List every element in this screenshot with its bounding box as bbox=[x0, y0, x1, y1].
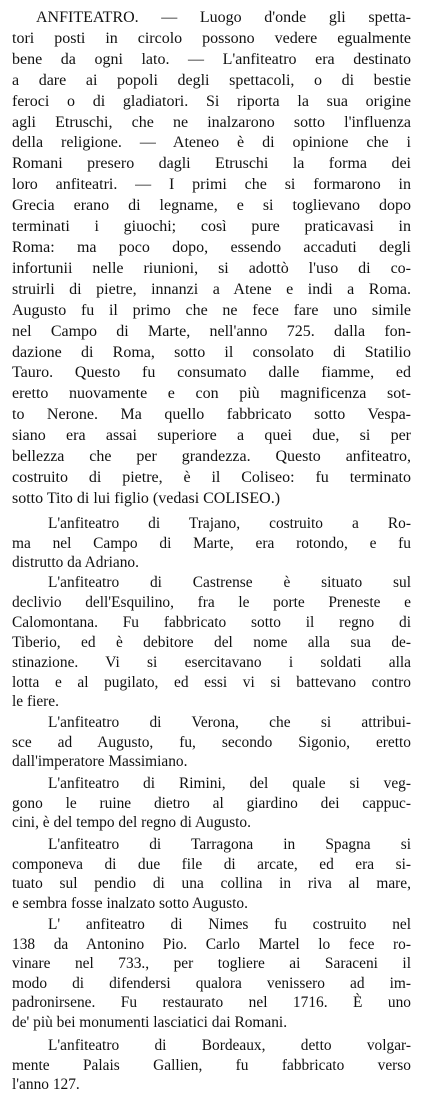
text-line: siano era assai superiore a quei due, si per bbox=[12, 427, 411, 445]
text-line: cini, è del tempo del regno di Augusto. bbox=[12, 814, 251, 832]
paragraph-tarragona bbox=[12, 835, 411, 913]
text-line: Tiberio, ed è debitore del nome alla sua de- bbox=[12, 633, 411, 651]
text-line: tuato sul pendio di una collina in riva al mare, bbox=[12, 875, 411, 893]
text-line: modo di difendersi qualora venissero ad im- bbox=[12, 974, 411, 992]
text-line: nel Campo di Marte, nell'anno 725. dalla fon- bbox=[12, 322, 411, 340]
text-line: vinare nel 733., per togliere ai Saraceni il bbox=[12, 955, 411, 973]
text-line: sce ad Augusto, fu, secondo Sigonio, eretto bbox=[12, 733, 411, 751]
paragraph-rimini bbox=[12, 774, 411, 833]
text-line: stinazione. Vi si esercitavano i soldati alla bbox=[12, 653, 411, 671]
text-line: L'anfiteatro di Bordeaux, detto volgar- bbox=[48, 1037, 411, 1054]
text-line: tori posti in circolo possono vedere egualmente bbox=[12, 29, 411, 47]
paragraph-definition bbox=[12, 8, 411, 510]
text-line: lotta e al pugilato, ed essi vi si battevano contro bbox=[12, 673, 411, 691]
text-line: Augusto fu il primo che ne fece fare uno simile bbox=[12, 301, 411, 319]
text-line: Romani presero dagli Etruschi la forma dei bbox=[12, 155, 411, 173]
text-line: de' più bei monumenti lasciatici dai Romani. bbox=[12, 1013, 288, 1031]
text-line: Tauro. Questo fu consumato dalle fiamme, ed bbox=[12, 364, 411, 382]
text-line: sotto Tito di lui figlio (vedasi COLISEO.) bbox=[12, 489, 281, 507]
text-line: Grecia erano di legname, e si toglievano dopo bbox=[12, 197, 411, 215]
text-line: infortunii nelle riunioni, si adottò l'uso di co- bbox=[12, 259, 411, 277]
text-line: padronirsene. Fu restaurato nel 1716. È uno bbox=[12, 994, 411, 1012]
text-line: ma nel Campo di Marte, era rotondo, e fu bbox=[12, 534, 411, 552]
text-line: L'anfiteatro di Tarragona in Spagna si bbox=[48, 836, 411, 853]
text-line: ANFITEATRO. — Luogo d'onde gli spetta- bbox=[36, 9, 411, 26]
text-line: della religione. — Ateneo è di opinione che i bbox=[12, 134, 411, 152]
text-line: eretto nuovamente e con più magnificenza sot- bbox=[12, 385, 411, 403]
text-line: gono le ruine dietro al giardino dei cappuc- bbox=[12, 794, 411, 812]
text-line: e sembra fosse inalzato sotto Augusto. bbox=[12, 894, 248, 912]
text-line: L'anfiteatro di Castrense è situato sul bbox=[48, 574, 411, 591]
text-line: mente Palais Gallien, fu fabbricato verso bbox=[12, 1056, 411, 1074]
text-line: distrutto da Adriano. bbox=[12, 554, 139, 572]
text-line: l'anno 127. bbox=[12, 1076, 80, 1094]
text-line: costruito di pietre, è il Coliseo: fu terminato bbox=[12, 468, 411, 486]
text-line: a dare ai popoli degli spettacoli, o di bestie bbox=[12, 71, 411, 89]
text-line: L' anfiteatro di Nimes fu costruito nel bbox=[48, 916, 411, 933]
paragraph-bordeaux bbox=[12, 1036, 411, 1095]
paragraph-trajano bbox=[12, 514, 411, 573]
text-line: L'anfiteatro di Rimini, del quale si veg- bbox=[48, 775, 411, 792]
text-line: L'anfiteatro di Trajano, costruito a Ro- bbox=[48, 515, 411, 532]
text-line: bellezza che per grandezza. Questo anfiteatro, bbox=[12, 448, 411, 466]
text-line: componeva di due file di arcate, ed era si- bbox=[12, 855, 411, 873]
text-line: struirli di pietre, innanzi a Atene e indi a Roma. bbox=[12, 280, 411, 298]
paragraph-verona bbox=[12, 713, 411, 772]
paragraph-castrense bbox=[12, 573, 411, 712]
text-line: agli Etruschi, che ne inalzarono sotto l'influenza bbox=[12, 113, 411, 131]
text-line: to Nerone. Ma quello fabbricato sotto Vespa- bbox=[12, 406, 411, 424]
text-line: Calomontana. Fu fabbricato sotto il regno di bbox=[12, 613, 411, 631]
paragraph-nimes bbox=[12, 915, 411, 1033]
text-line: L'anfiteatro di Verona, che si attribui- bbox=[48, 714, 411, 731]
text-line: dazione di Roma, sotto il consolato di Statilio bbox=[12, 343, 411, 361]
text-line: terminati i giuochi; così pure praticavasi in bbox=[12, 218, 411, 236]
text-line: le fiere. bbox=[12, 693, 59, 711]
text-line: Roma: ma poco dopo, essendo accaduti degli bbox=[12, 238, 411, 256]
text-line: 138 da Antonino Pio. Carlo Martel lo fece ro- bbox=[12, 935, 411, 953]
text-line: dall'imperatore Massimiano. bbox=[12, 753, 188, 771]
text-line: declivio dell'Esquilino, fra le porte Preneste e bbox=[12, 593, 411, 611]
text-line: feroci o di gladiatori. Si riporta la sua origine bbox=[12, 92, 411, 110]
text-line: bene da ogni lato. — L'anfiteatro era destinato bbox=[12, 50, 411, 68]
text-line: loro anfiteatri. — I primi che si formarono in bbox=[12, 176, 411, 194]
